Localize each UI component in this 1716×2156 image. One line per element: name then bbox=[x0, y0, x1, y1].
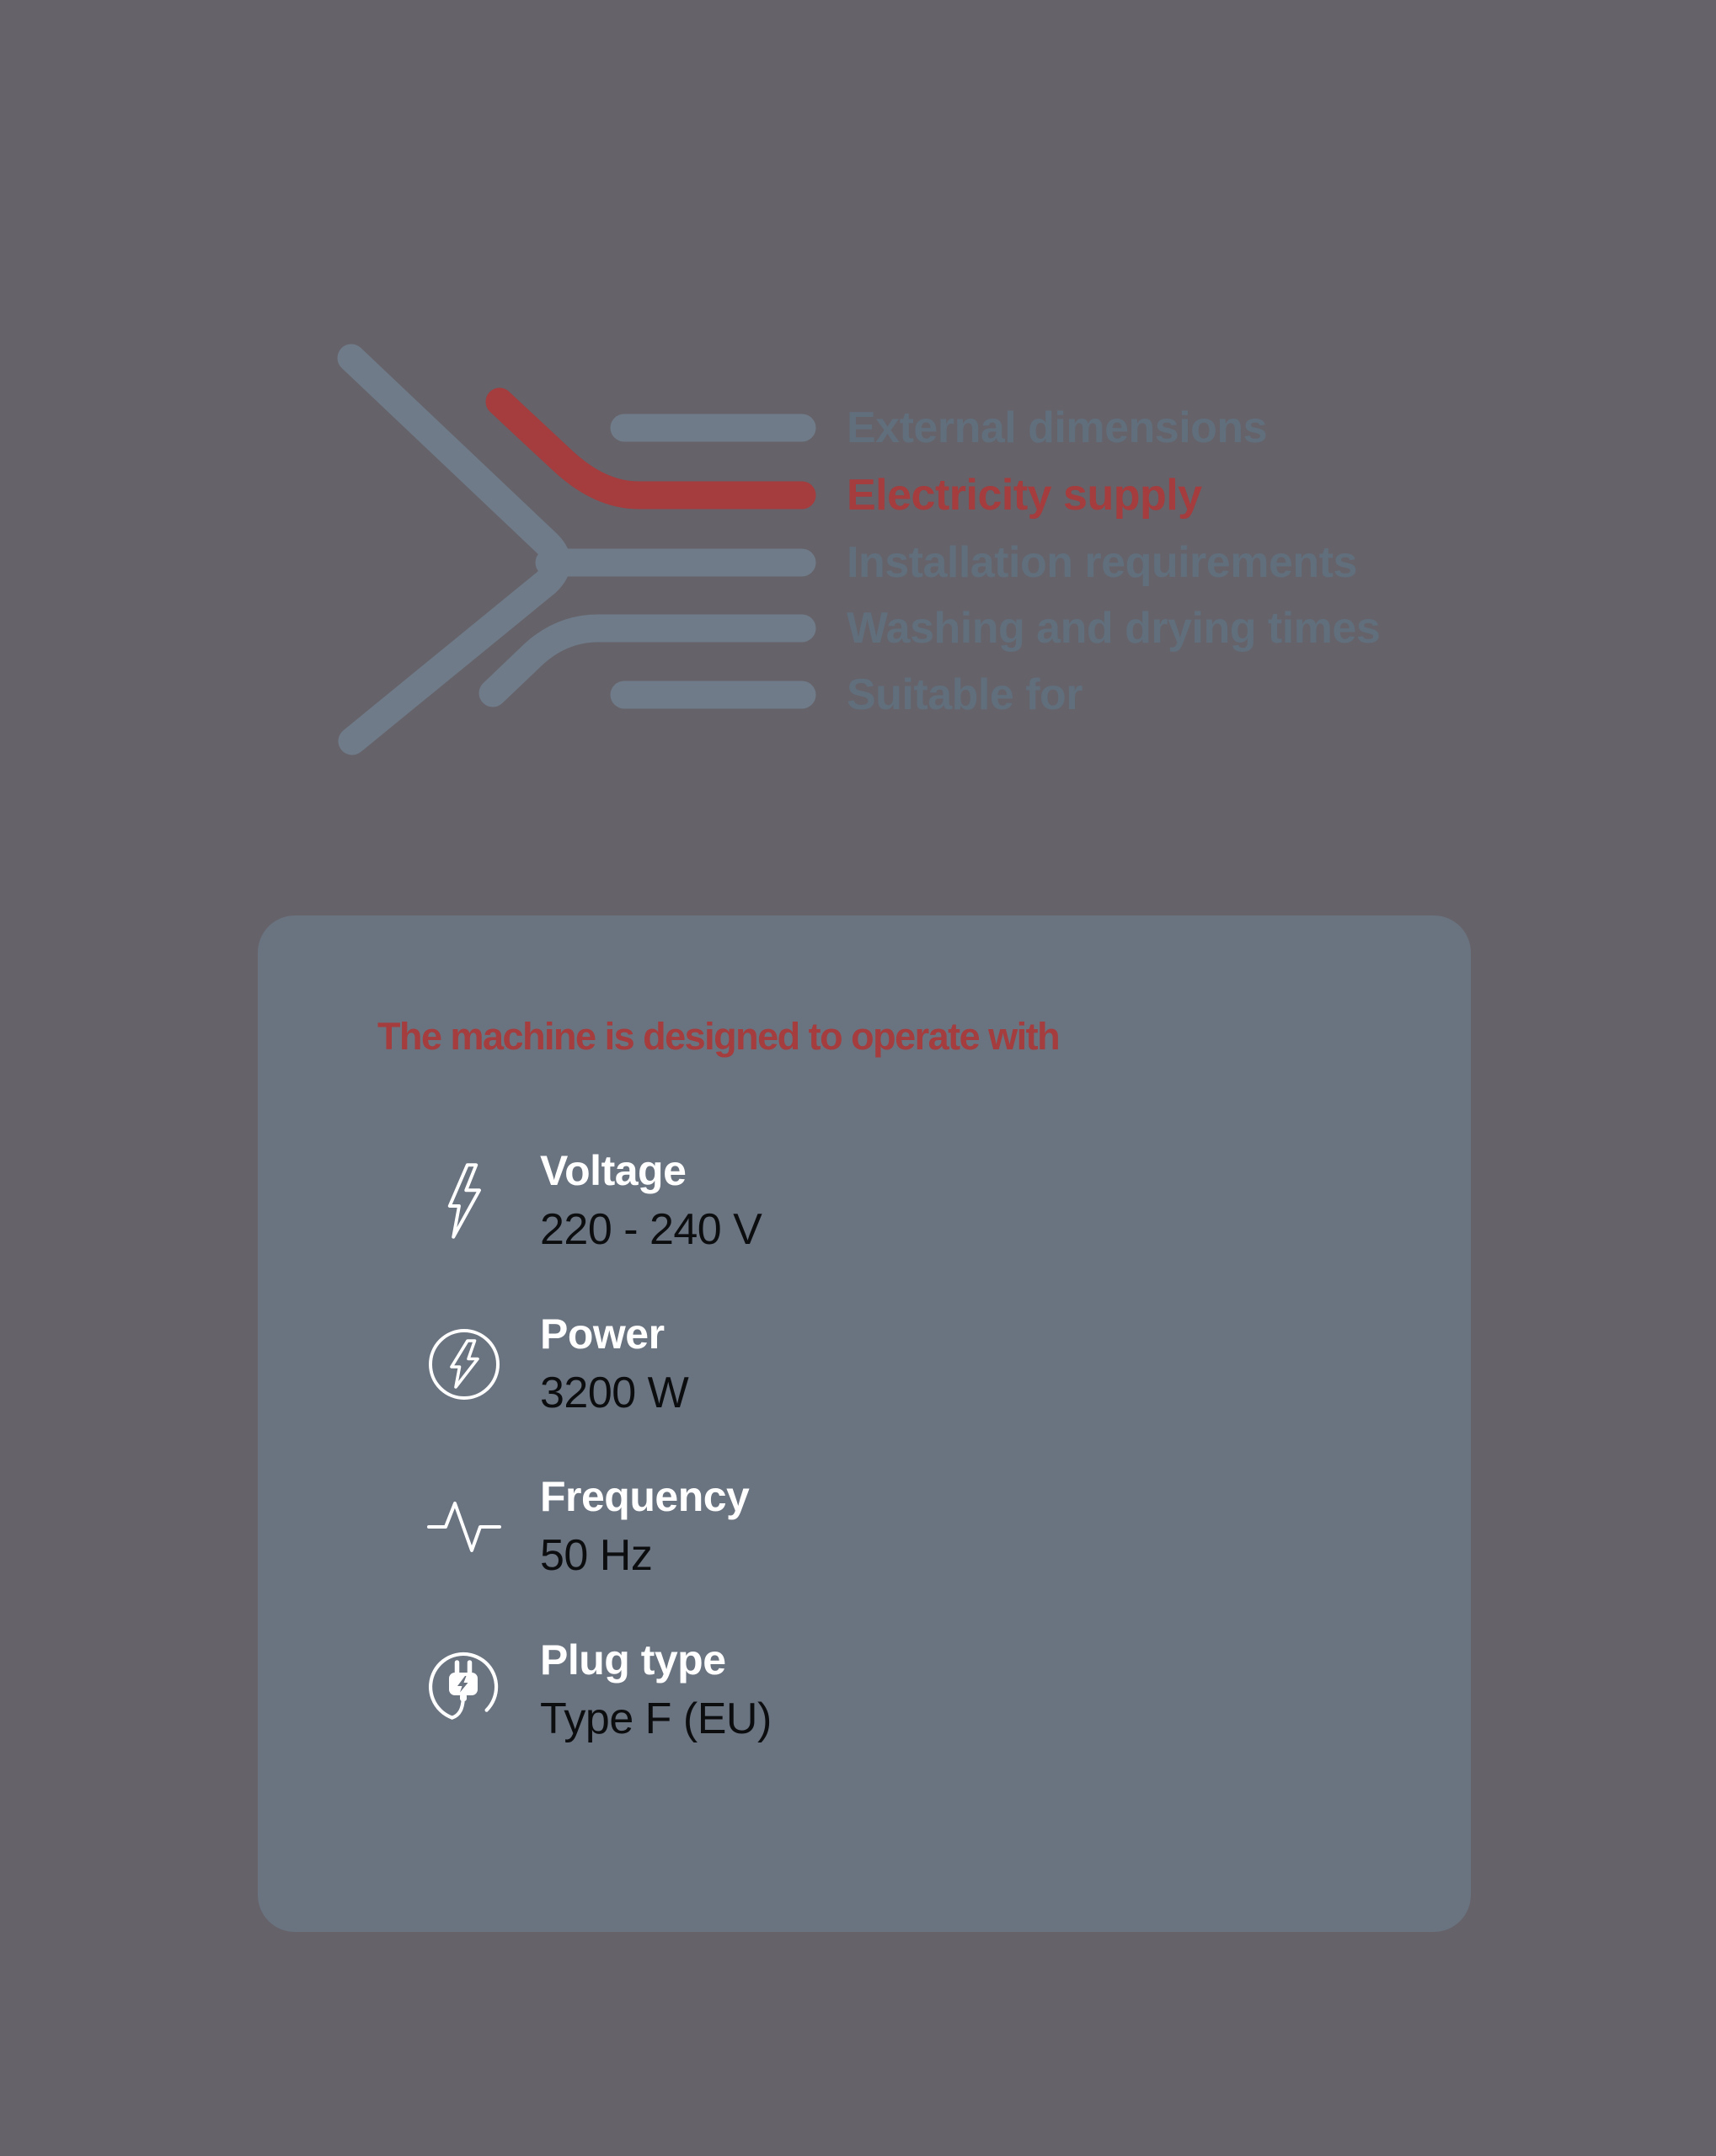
spec-value: Type F (EU) bbox=[540, 1694, 772, 1743]
spec-row-frequency bbox=[425, 1474, 749, 1580]
spec-value: 3200 W bbox=[540, 1369, 689, 1417]
nav-item-external-dimensions[interactable]: External dimensions bbox=[847, 403, 1268, 452]
spec-label: Voltage bbox=[540, 1147, 687, 1194]
nav-item-installation-requirements[interactable]: Installation requirements bbox=[847, 538, 1357, 587]
nav-item-electricity-supply[interactable]: Electricity supply bbox=[847, 471, 1202, 520]
spec-row-plug-type bbox=[425, 1637, 772, 1743]
card-title: The machine is designed to operate with bbox=[377, 1015, 1060, 1058]
spec-card bbox=[258, 915, 1471, 1932]
frequency-pulse-icon bbox=[425, 1498, 503, 1556]
nav-item-suitable-for[interactable]: Suitable for bbox=[847, 670, 1083, 719]
spec-value: 50 Hz bbox=[540, 1531, 653, 1580]
spec-row-voltage bbox=[425, 1148, 762, 1254]
spec-label: Power bbox=[540, 1310, 665, 1358]
spec-label: Plug type bbox=[540, 1636, 726, 1684]
power-circle-bolt-icon bbox=[425, 1328, 503, 1401]
voltage-bolt-icon bbox=[425, 1163, 503, 1239]
spec-row-power bbox=[425, 1311, 688, 1417]
nav-item-washing-drying-times[interactable]: Washing and drying times bbox=[847, 604, 1381, 653]
spec-value: 220 - 240 V bbox=[540, 1205, 762, 1254]
spec-label: Frequency bbox=[540, 1473, 750, 1520]
plug-cord-icon bbox=[425, 1652, 503, 1729]
